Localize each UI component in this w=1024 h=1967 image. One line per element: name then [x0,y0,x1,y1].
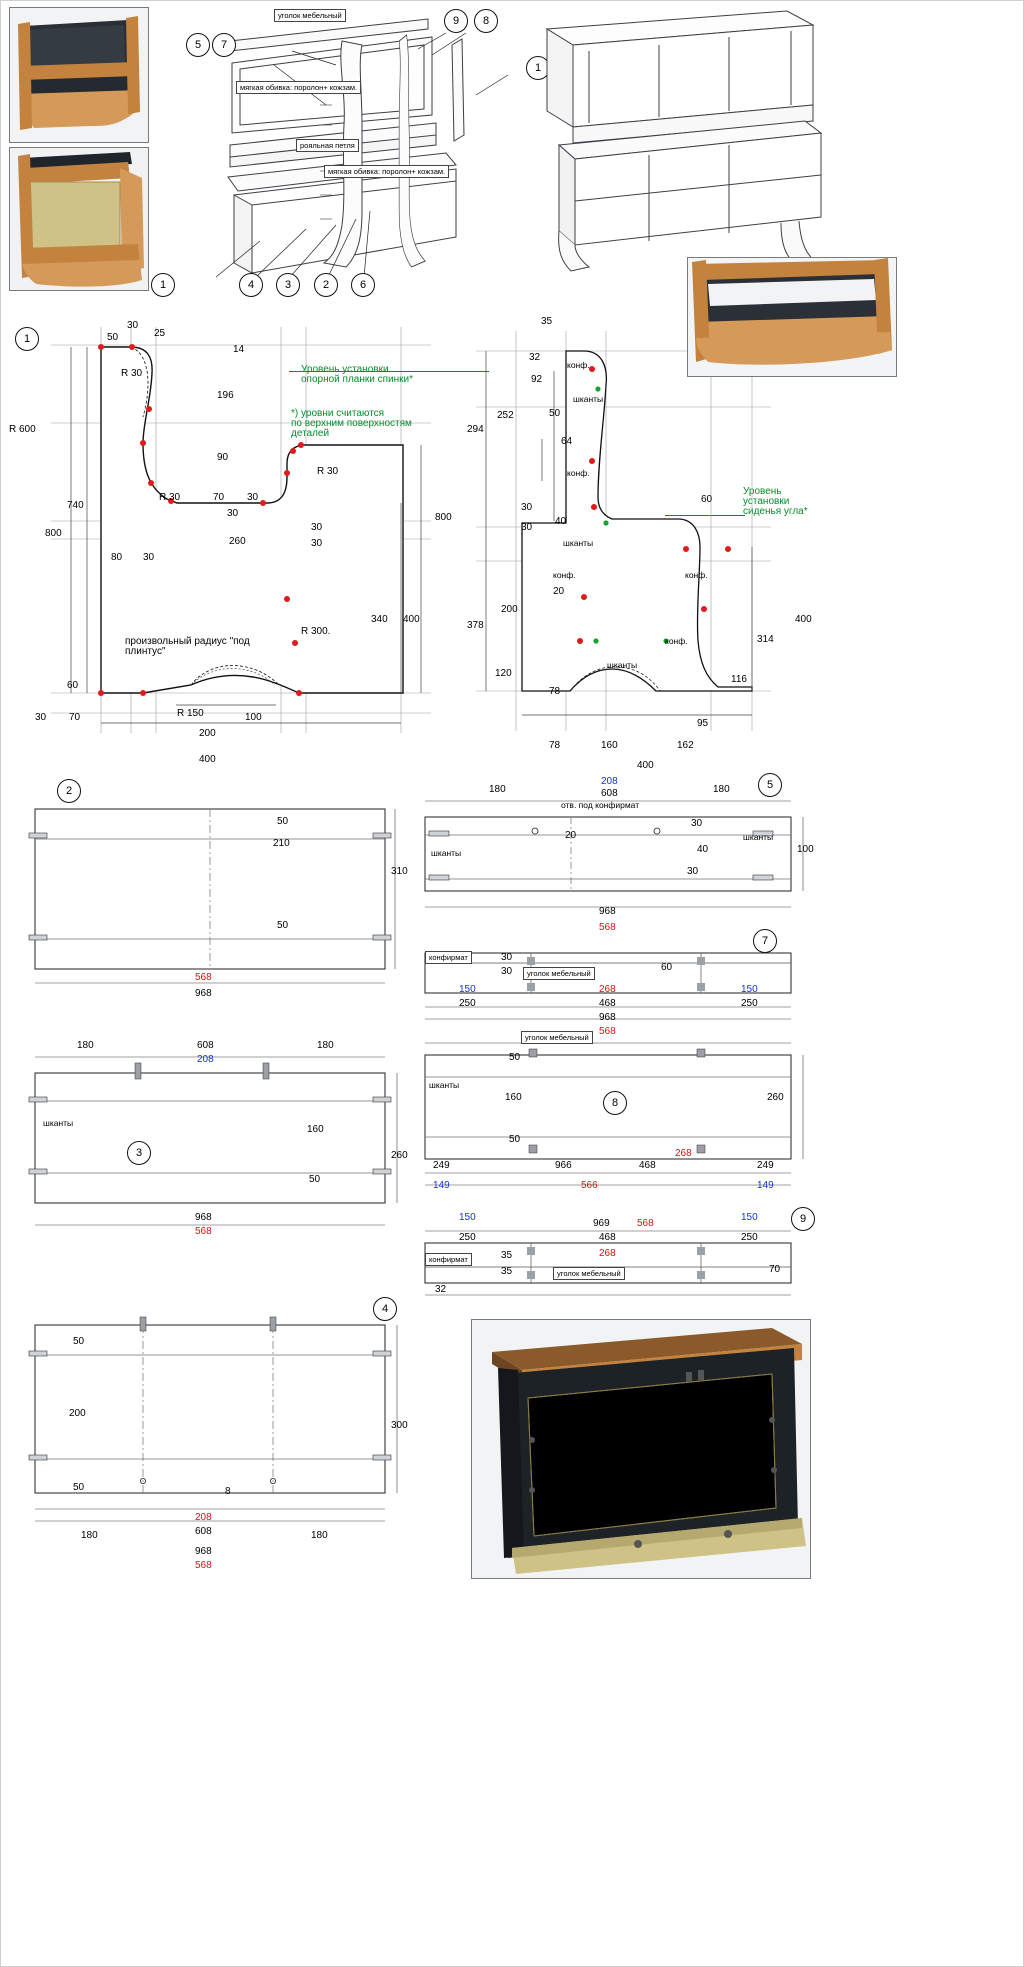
p4-dim-568: 568 [195,1560,212,1571]
p5-dim-30b: 30 [687,866,699,877]
p6-mark-konf-2: конф. [567,468,590,478]
note-uroven-spinki: Уровень установки опорной планки спинки* [301,364,413,385]
p8-dim-468: 468 [639,1160,656,1171]
balloon-8: 8 [474,9,498,33]
p2-dim-50a: 50 [277,816,289,827]
p6-mark-konf-4: конф. [685,570,708,580]
p8-dim-268: 268 [675,1148,692,1159]
p8-dim-566: 566 [581,1180,598,1191]
p3-dim-260: 260 [391,1150,408,1161]
p1-dim-340: 340 [371,614,388,625]
p8-dim-160: 160 [505,1092,522,1103]
p6-dim-400: 400 [795,614,812,625]
p8-dim-149b: 149 [757,1180,774,1191]
badge-part-1: 1 [15,327,39,351]
p4-dim-50b: 50 [73,1482,85,1493]
p1-dim-70: 70 [213,492,225,503]
p6-dim-314: 314 [757,634,774,645]
p7-dim-30a: 30 [501,952,513,963]
p1-r300: R 300. [301,626,331,637]
badge-part-5: 5 [758,773,782,797]
p1-dim-30-g: 30 [35,712,47,723]
p1-dim-30-f: 30 [143,552,155,563]
p3-dim-180b: 180 [317,1040,334,1051]
p9-note-konfirmat: конфирмат [425,1253,472,1266]
p1-dim-90: 90 [217,452,229,463]
p6-mark-konf-5: конф. [665,636,688,646]
p6-mark-konf-3: конф. [553,570,576,580]
p9-dim-250b: 250 [741,1232,758,1243]
p9-dim-70: 70 [769,1264,781,1275]
p8-dim-249b: 249 [757,1160,774,1171]
p7-dim-150b: 150 [741,984,758,995]
p7-dim-250b: 250 [741,998,758,1009]
p1-dim-740: 740 [67,500,84,511]
p6-dim-92: 92 [531,374,543,385]
p2-dim-568: 568 [195,972,212,983]
badge-part-9: 9 [791,1207,815,1231]
p4-dim-300: 300 [391,1420,408,1431]
p6-dim-162: 162 [677,740,694,751]
p6-mark-shkanty-3: шканты [607,660,638,670]
p5-dim-208: 208 [601,776,618,787]
p8-dim-50a: 50 [509,1052,521,1063]
photo-corner-bench [687,257,897,377]
p6-dim-32: 32 [529,352,541,363]
p3-dim-208: 208 [197,1054,214,1065]
p6-dim-120: 120 [495,668,512,679]
p6-mark-konf-1: конф. [567,360,590,370]
part-6-profile-drawing [456,311,786,751]
p6-mark-shkanty-1: шканты [573,394,604,404]
p4-dim-968: 968 [195,1546,212,1557]
balloon-5: 5 [186,33,210,57]
exploded-assembly-view [156,5,526,297]
p7-dim-250a: 250 [459,998,476,1009]
p7-note-konfirmat: конфирмат [425,951,472,964]
photo-bench-open-seat [9,147,149,291]
balloon-4-bottom: 4 [239,273,263,297]
p1-dim-196: 196 [217,390,234,401]
p1-dim-800: 800 [45,528,62,539]
p6-dim-378: 378 [467,620,484,631]
p4-dim-180a: 180 [81,1530,98,1541]
balloon-2-bottom: 2 [314,273,338,297]
p1-dim-400-b: 400 [199,754,216,765]
p9-dim-250a: 250 [459,1232,476,1243]
callout-obivka-1: мягкая обивка: поролон+ кожзам. [236,81,361,94]
p1-dim-14: 14 [233,344,245,355]
p1-dim-30-c: 30 [227,508,239,519]
p1-r30-b: R 30 [317,466,339,477]
p5-note-shkanty-l: шканты [431,848,462,858]
p3-dim-608: 608 [197,1040,214,1051]
badge-part-4: 4 [373,1297,397,1321]
p4-dim-50a: 50 [73,1336,85,1347]
p7-dim-30b: 30 [501,966,513,977]
p4-dim-200: 200 [69,1408,86,1419]
part-2-panel [15,797,405,997]
p6-dim-30: 30 [521,502,533,513]
p7-dim-60: 60 [661,962,673,973]
note-proizvolnyi-radius: произвольный радиус "под плинтус" [125,636,250,657]
badge-part-8: 8 [603,1091,627,1115]
photo-bench-front [9,7,149,143]
p7-note-uholok: уголок мебельный [523,967,595,980]
p1-dim-30-e: 30 [311,538,323,549]
p8-dim-50b: 50 [509,1134,521,1145]
p1-dim-260: 260 [229,536,246,547]
p8-dim-149a: 149 [433,1180,450,1191]
note-uroven-sidenya: Уровень установки сиденья угла* [743,486,808,517]
p1-dim-50: 50 [107,332,119,343]
p6-dim-200: 200 [501,604,518,615]
p5-dim-568: 568 [599,922,616,933]
p9-dim-468: 468 [599,1232,616,1243]
p8-dim-966: 966 [555,1160,572,1171]
p6-dim-160: 160 [601,740,618,751]
p9-dim-32: 32 [435,1284,447,1295]
p5-dim-608: 608 [601,788,618,799]
p9-dim-969: 969 [593,1218,610,1229]
p7-dim-968: 968 [599,1012,616,1023]
p2-dim-310: 310 [391,866,408,877]
badge-part-3: 3 [127,1141,151,1165]
p9-note-uholok: уголок мебельный [553,1267,625,1280]
p6-dim-20: 20 [553,586,565,597]
p3-note-shkanty: шканты [43,1118,74,1128]
p6-mark-shkanty-2: шканты [563,538,594,548]
callout-royalnaya-petlya: рояльная петля [296,139,359,152]
balloon-3-bottom: 3 [276,273,300,297]
p3-dim-50: 50 [309,1174,321,1185]
p1-dim-80: 80 [111,552,123,563]
p3-dim-160: 160 [307,1124,324,1135]
p5-note-otv: отв. под конфирмат [561,800,640,810]
p5-dim-180b: 180 [713,784,730,795]
p9-dim-150a: 150 [459,1212,476,1223]
p1-dim-100: 100 [245,712,262,723]
p6-dim-95: 95 [697,718,709,729]
p4-dim-608: 608 [195,1526,212,1537]
p7-dim-568: 568 [599,1026,616,1037]
p8-dim-249a: 249 [433,1160,450,1171]
p5-dim-20: 20 [565,830,577,841]
note-snoska: *) уровни считаются по верхним поверхностям деталей [291,408,412,439]
assembled-wire-view [529,5,829,295]
p5-dim-30a: 30 [691,818,703,829]
p6-dim-64: 64 [561,436,573,447]
p1-dim-200: 200 [199,728,216,739]
p1-dim-30: 30 [127,320,139,331]
p1-dim-30-b: 30 [247,492,259,503]
p4-dim-180b: 180 [311,1530,328,1541]
p4-dim-8: 8 [225,1486,231,1497]
p1-dim-25: 25 [154,328,166,339]
photo-back-assembly [471,1319,811,1579]
balloon-6-bottom: 6 [351,273,375,297]
p6-dim-116: 116 [731,674,747,685]
balloon-9: 9 [444,9,468,33]
p6-dim-294: 294 [467,424,484,435]
p6-dim-400b: 400 [637,760,654,771]
p1-r30-a: R 30 [121,368,143,379]
badge-part-2: 2 [57,779,81,803]
p9-dim-35a: 35 [501,1250,513,1261]
p6-dim-800: 800 [435,512,452,523]
p3-dim-968: 968 [195,1212,212,1223]
p3-dim-568: 568 [195,1226,212,1237]
p6-dim-60: 60 [701,494,713,505]
p6-dim-252: 252 [497,410,514,421]
p6-dim-30b: 30 [521,522,533,533]
badge-part-7: 7 [753,929,777,953]
p1-r30-c: R 30 [159,492,181,503]
p6-dim-35: 35 [541,316,553,327]
p6-dim-78: 78 [549,686,561,697]
p9-dim-35b: 35 [501,1266,513,1277]
callout-obivka-2: мягкая обивка: поролон+ кожзам. [324,165,449,178]
callout-uholok-mebelnyi-1: уголок мебельный [274,9,346,22]
p7-dim-468: 468 [599,998,616,1009]
p1-r150: R 150 [177,708,204,719]
part-8-panel [411,1037,811,1197]
p1-dim-400: 400 [403,614,420,625]
p1-r600: R 600 [9,424,36,435]
p6-dim-78b: 78 [549,740,561,751]
p9-dim-150b: 150 [741,1212,758,1223]
p5-note-shkanty-r: шканты [743,832,774,842]
p2-dim-50b: 50 [277,920,289,931]
p6-dim-50: 50 [549,408,561,419]
p5-dim-180a: 180 [489,784,506,795]
p8-note-shkanty: шканты [429,1080,460,1090]
p1-dim-60: 60 [67,680,79,691]
p4-dim-208: 208 [195,1512,212,1523]
p1-dim-30-d: 30 [311,522,323,533]
p8-dim-260: 260 [767,1092,784,1103]
balloon-1-right: 1 [526,56,550,80]
p6-dim-40: 40 [555,516,567,527]
p7-dim-268: 268 [599,984,616,995]
p3-dim-180a: 180 [77,1040,94,1051]
p9-dim-268: 268 [599,1248,616,1259]
p5-dim-968: 968 [599,906,616,917]
p1-dim-70-b: 70 [69,712,81,723]
balloon-1-bottom: 1 [151,273,175,297]
p5-dim-40: 40 [697,844,709,855]
p7-dim-150a: 150 [459,984,476,995]
p5-dim-100: 100 [797,844,814,855]
balloon-7: 7 [212,33,236,57]
p2-dim-210: 210 [273,838,290,849]
p2-dim-968: 968 [195,988,212,999]
p8-note-uholok: уголок мебельный [521,1031,593,1044]
p9-dim-568: 568 [637,1218,654,1229]
